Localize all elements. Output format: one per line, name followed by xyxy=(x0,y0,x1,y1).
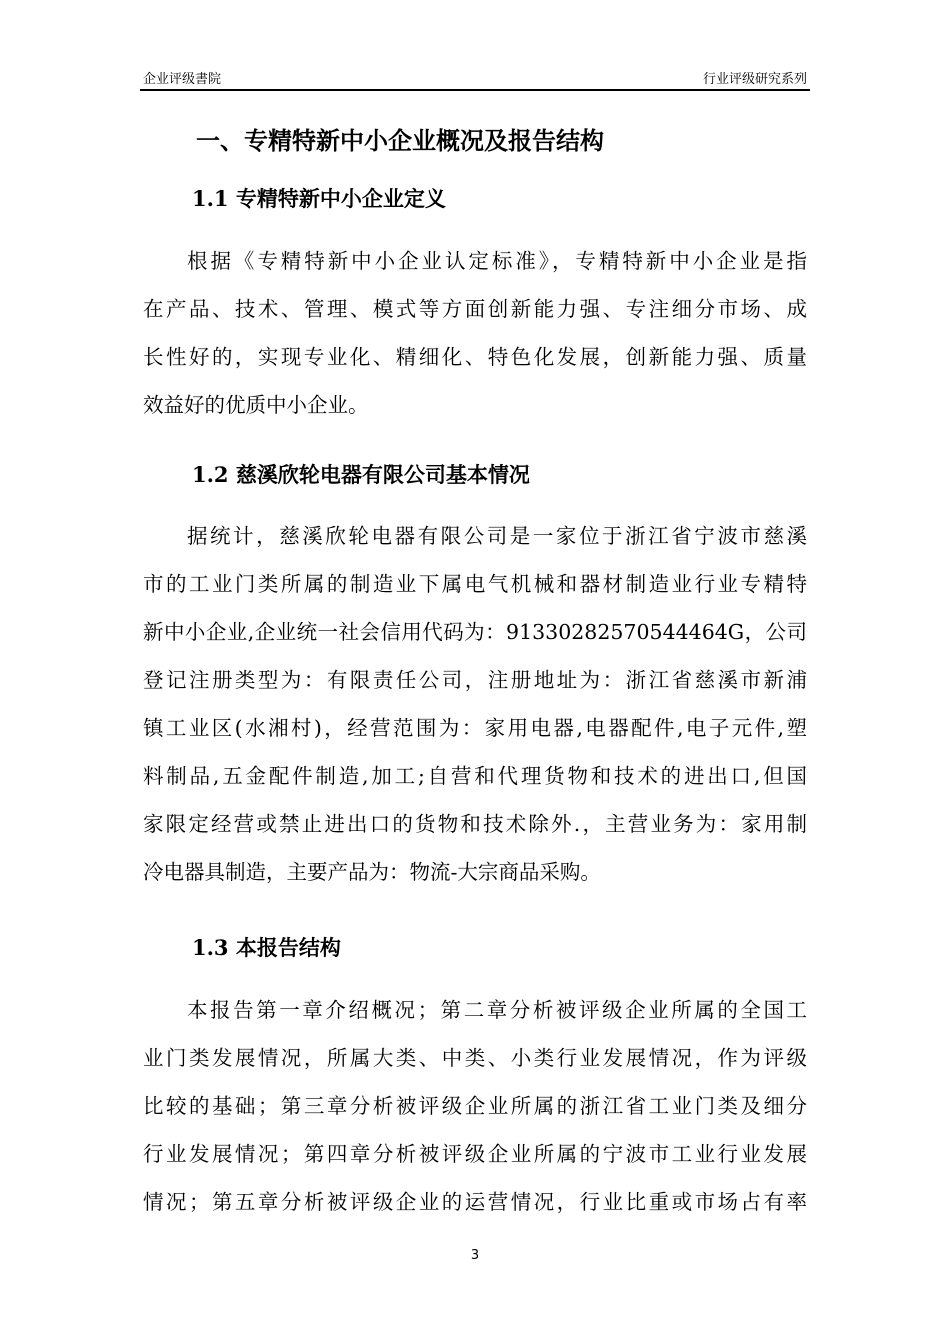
section-heading-1-2: 1.2 慈溪欣轮电器有限公司基本情况 xyxy=(192,462,530,487)
paragraph-line: 根据《专精特新中小企业认定标准》，专精特新中小企业是指 xyxy=(187,249,807,273)
section-1-1-paragraph xyxy=(143,237,807,429)
page-number: 3 xyxy=(470,1248,480,1263)
page-header xyxy=(143,66,807,86)
paragraph-line: 新中小企业,企业统一社会信用代码为：91330282570544464G，公司 xyxy=(143,620,807,644)
paragraph-line: 家限定经营或禁止进出口的货物和技术除外.，主营业务为：家用制 xyxy=(143,812,807,836)
paragraph-line: 在产品、技术、管理、模式等方面创新能力强、专注细分市场、成 xyxy=(143,297,807,321)
section-heading-1-3: 1.3 本报告结构 xyxy=(192,935,341,960)
paragraph-line: 行业发展情况；第四章分析被评级企业所属的宁波市工业行业发展 xyxy=(143,1142,807,1166)
paragraph-line: 情况；第五章分析被评级企业的运营情况，行业比重或市场占有率 xyxy=(143,1190,807,1214)
paragraph-line: 据统计，慈溪欣轮电器有限公司是一家位于浙江省宁波市慈溪 xyxy=(187,524,807,548)
paragraph-line: 效益好的优质中小企业。 xyxy=(143,393,369,417)
paragraph-line: 本报告第一章介绍概况；第二章分析被评级企业所属的全国工 xyxy=(187,998,807,1022)
section-heading-1-1: 1.1 专精特新中小企业定义 xyxy=(192,186,446,211)
paragraph-line: 业门类发展情况，所属大类、中类、小类行业发展情况，作为评级 xyxy=(143,1046,807,1070)
paragraph-line: 冷电器具制造，主要产品为：物流-大宗商品采购。 xyxy=(143,860,601,884)
header-left-title: 企业评级書院 xyxy=(143,72,222,87)
chapter-title: 一、专精特新中小企业概况及报告结构 xyxy=(196,126,604,155)
paragraph-line: 市的工业门类所属的制造业下属电气机械和器材制造业行业专精特 xyxy=(143,572,807,596)
paragraph-line: 登记注册类型为：有限责任公司，注册地址为：浙江省慈溪市新浦 xyxy=(143,668,807,692)
section-1-3-paragraph xyxy=(143,986,807,1226)
header-divider xyxy=(140,89,810,91)
header-right-title: 行业评级研究系列 xyxy=(702,72,807,87)
paragraph-line: 镇工业区(水湘村)，经营范围为：家用电器,电器配件,电子元件,塑 xyxy=(143,716,807,740)
paragraph-line: 料制品,五金配件制造,加工;自营和代理货物和技术的进出口,但国 xyxy=(143,764,807,788)
section-1-2-paragraph xyxy=(143,512,807,896)
paragraph-line: 长性好的，实现专业化、精细化、特色化发展，创新能力强、质量 xyxy=(143,345,807,369)
paragraph-line: 比较的基础；第三章分析被评级企业所属的浙江省工业门类及细分 xyxy=(143,1094,807,1118)
